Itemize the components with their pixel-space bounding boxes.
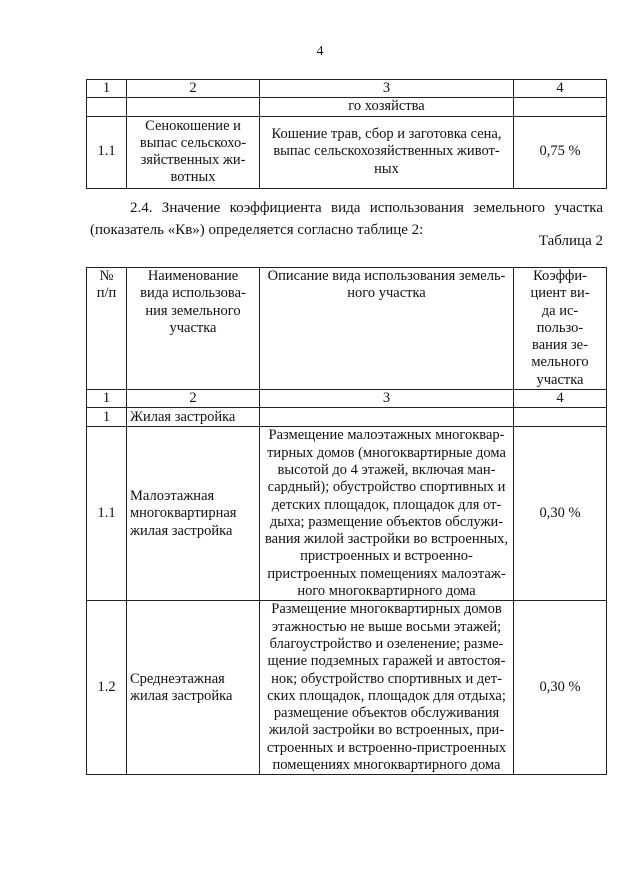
table-2-col-4: 4 <box>514 390 607 408</box>
group-name: Жилая застройка <box>127 408 260 427</box>
table-2-column-numbers <box>87 390 607 408</box>
row-name: Сенокошение и выпас сельскохо- зяйственных жи- вотных <box>127 116 260 188</box>
table-1-header-row <box>87 80 607 98</box>
row-number: 1.1 <box>87 116 127 188</box>
table-row <box>87 116 607 188</box>
table-1-continuation-text: го хозяйства <box>260 98 514 116</box>
paragraph-text: 2.4. Значение коэффициента вида использования земельного участка (показатель «Кв») определяется согласно таблице 2: <box>90 200 603 238</box>
row-coefficient: 0,30 % <box>514 601 607 775</box>
header-number: № п/п <box>87 268 127 390</box>
row-name: Малоэтажная многоквартирная жилая застройка <box>127 427 260 601</box>
group-number: 1 <box>87 408 127 427</box>
row-description: Кошение трав, сбор и заготовка сена, выпас сельскохозяйственных живот- ных <box>260 116 514 188</box>
table-1-col-3: 3 <box>260 80 514 98</box>
table-1-continuation-row <box>87 98 607 116</box>
row-coefficient: 0,75 % <box>514 116 607 188</box>
group-empty-3 <box>260 408 514 427</box>
row-coefficient: 0,30 % <box>514 427 607 601</box>
header-name: Наименование вида использова- ния земельного участка <box>127 268 260 390</box>
row-description: Размещение малоэтажных многоквар- тирных домов (многоквартирные дома высотой до 4 этажей, включая ман- сардный); обустройство спортивных и детских площадок, площадок для от- дыха; размещение объектов обслужи- вания жилой застройки во встроенных, пристроенных и встроенно- пристроенных помещениях малоэтаж- ного многоквартирного дома <box>260 427 514 601</box>
row-name: Среднеэтажная жилая застройка <box>127 601 260 775</box>
table-row <box>87 427 607 601</box>
row-description: Размещение многоквартирных домов этажностью не выше восьми этажей; благоустройство и озеленение; разме- щение подземных гаражей и автостоя- нок; обустройство спортивных и дет- ских площадок, площадок для отдыха; размещение объектов обслуживания жилой застройки во встроенных, при- строенных и встроенно-пристроенных помещениях многоквартирного дома <box>260 601 514 775</box>
table-2 <box>86 267 607 775</box>
group-empty-4 <box>514 408 607 427</box>
table-1-col-2: 2 <box>127 80 260 98</box>
table-1-cont-empty-1 <box>87 98 127 116</box>
table-1-col-1: 1 <box>87 80 127 98</box>
table-1 <box>86 79 607 189</box>
group-row <box>87 408 607 427</box>
row-number: 1.2 <box>87 601 127 775</box>
table-1-cont-empty-2 <box>127 98 260 116</box>
table-2-header-row <box>87 268 607 390</box>
table-1-cont-empty-4 <box>514 98 607 116</box>
table-2-caption: Таблица 2 <box>538 233 603 249</box>
table-2-col-1: 1 <box>87 390 127 408</box>
row-number: 1.1 <box>87 427 127 601</box>
table-1-col-4: 4 <box>514 80 607 98</box>
page-number: 4 <box>316 44 324 59</box>
header-description: Описание вида использования земель- ного участка <box>260 268 514 390</box>
table-row <box>87 601 607 775</box>
header-coefficient: Коэффи- циент ви- да ис- пользо- вания зе- мельного участка <box>514 268 607 390</box>
table-2-col-2: 2 <box>127 390 260 408</box>
table-2-col-3: 3 <box>260 390 514 408</box>
